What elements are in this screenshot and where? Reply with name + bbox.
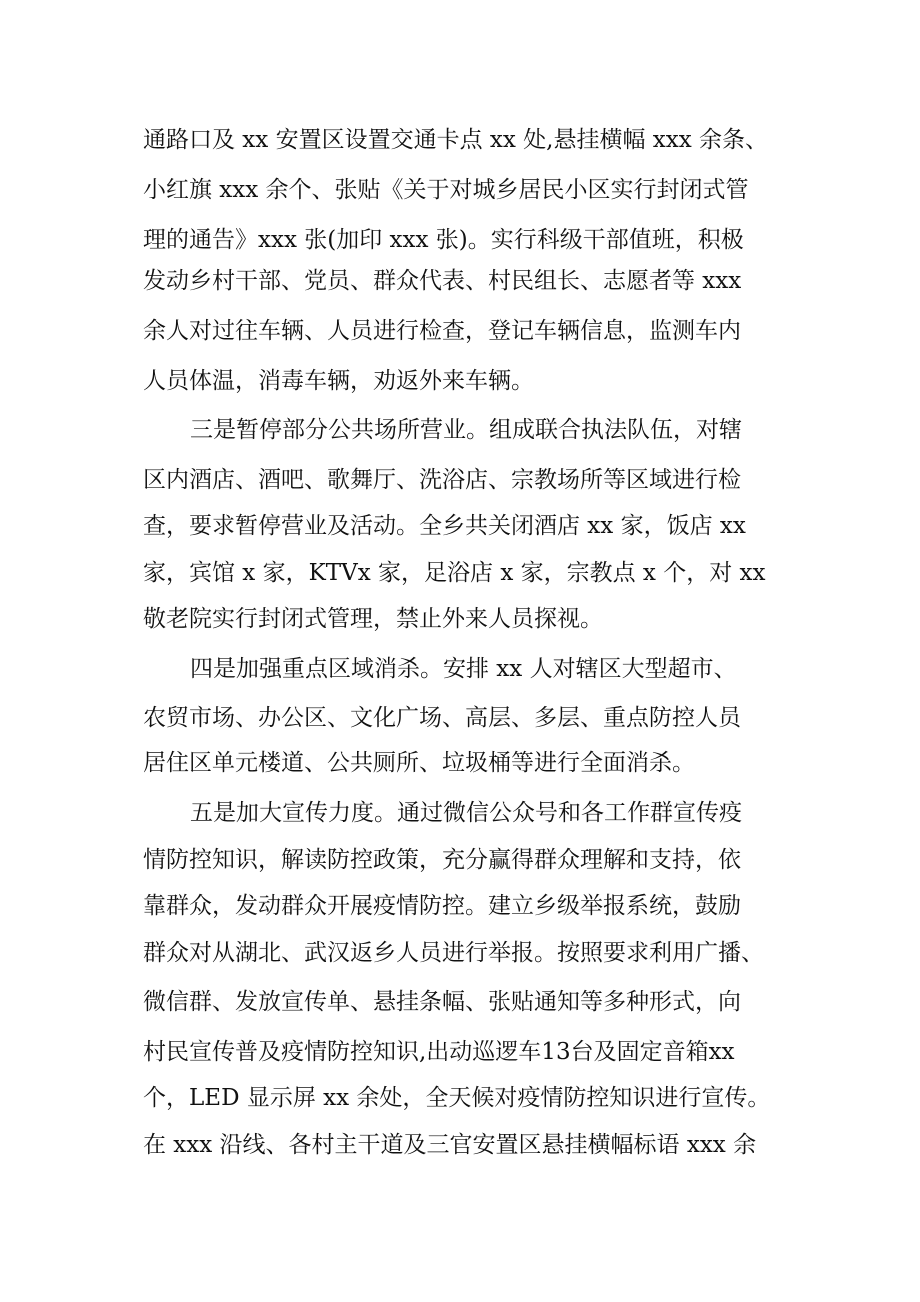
text-line [0,1080,920,1116]
text-line [0,1127,920,1163]
line-text: 三是暂停部分公共场所营业。组成联合执法队伍，对辖 [190,417,742,443]
line-text: 人员体温，消毒车辆，劝返外来车辆。 [143,368,534,394]
text-line [0,888,920,924]
line-text: 四是加强重点区域消杀。安排 xx 人对辖区大型超市、 [190,656,737,682]
line-text: 微信群、发放宣传单、悬挂条幅、张贴通知等多种形式，向 [143,989,741,1015]
line-text: 村民宣传普及疫情防控知识,出动巡逻车13台及固定音箱xx [143,1039,735,1065]
text-line [0,222,920,258]
text-line [0,935,920,971]
text-line [0,462,920,498]
line-text: 在 xxx 沿线、各村主干道及三官安置区悬挂横幅标语 xxx 余 [143,1132,757,1158]
line-text: 理的通告》xxx 张(加印 xxx 张)。实行科级干部值班，积极 [143,227,744,253]
text-line [0,508,920,544]
line-text: 家，宾馆 x 家，KTVx 家，足浴店 x 家，宗教点 x 个，对 xx [143,560,766,586]
line-text: 农贸市场、办公区、文化广场、高层、多层、重点防控人员 [143,705,741,731]
line-text: 靠群众，发动群众开展疫情防控。建立乡级举报系统，鼓励 [143,893,741,919]
line-text: 发动乡村干部、党员、群众代表、村民组长、志愿者等 xxx [143,268,742,294]
text-line [0,313,920,349]
line-text: 敬老院实行封闭式管理，禁止外来人员探视。 [143,606,603,632]
text-line [0,1034,920,1070]
line-text: 余人对过往车辆、人员进行检查，登记车辆信息，监测车内 [143,318,741,344]
line-text: 居住区单元楼道、公共厕所、垃圾桶等进行全面消杀。 [143,750,695,776]
paragraph-first-line [0,651,920,687]
line-text: 五是加大宣传力度。通过微信公众号和各工作群宣传疫 [190,800,742,826]
text-line [0,700,920,736]
text-line [0,363,920,399]
text-line [0,263,920,299]
paragraph-first-line [0,412,920,448]
text-line [0,984,920,1020]
line-text: 通路口及 xx 安置区设置交通卡点 xx 处,悬挂横幅 xxx 余条、 [143,127,768,153]
text-line [0,555,920,591]
text-line [0,122,920,158]
line-text: 小红旗 xxx 余个、张贴《关于对城乡居民小区实行封闭式管 [143,177,749,203]
text-line [0,601,920,637]
line-text: 区内酒店、酒吧、歌舞厅、洗浴店、宗教场所等区域进行检 [143,467,741,493]
text-line [0,842,920,878]
line-text: 群众对从湖北、武汉返乡人员进行举报。按照要求利用广播、 [143,940,764,966]
line-text: 情防控知识，解读防控政策，充分赢得群众理解和支持，依 [143,847,741,873]
paragraph-first-line [0,795,920,831]
line-text: 个，LED 显示屏 xx 余处，全天候对疫情防控知识进行宣传。 [143,1085,771,1111]
line-text: 查，要求暂停营业及活动。全乡共关闭酒店 xx 家，饭店 xx [143,513,746,539]
text-line [0,745,920,781]
text-line [0,172,920,208]
